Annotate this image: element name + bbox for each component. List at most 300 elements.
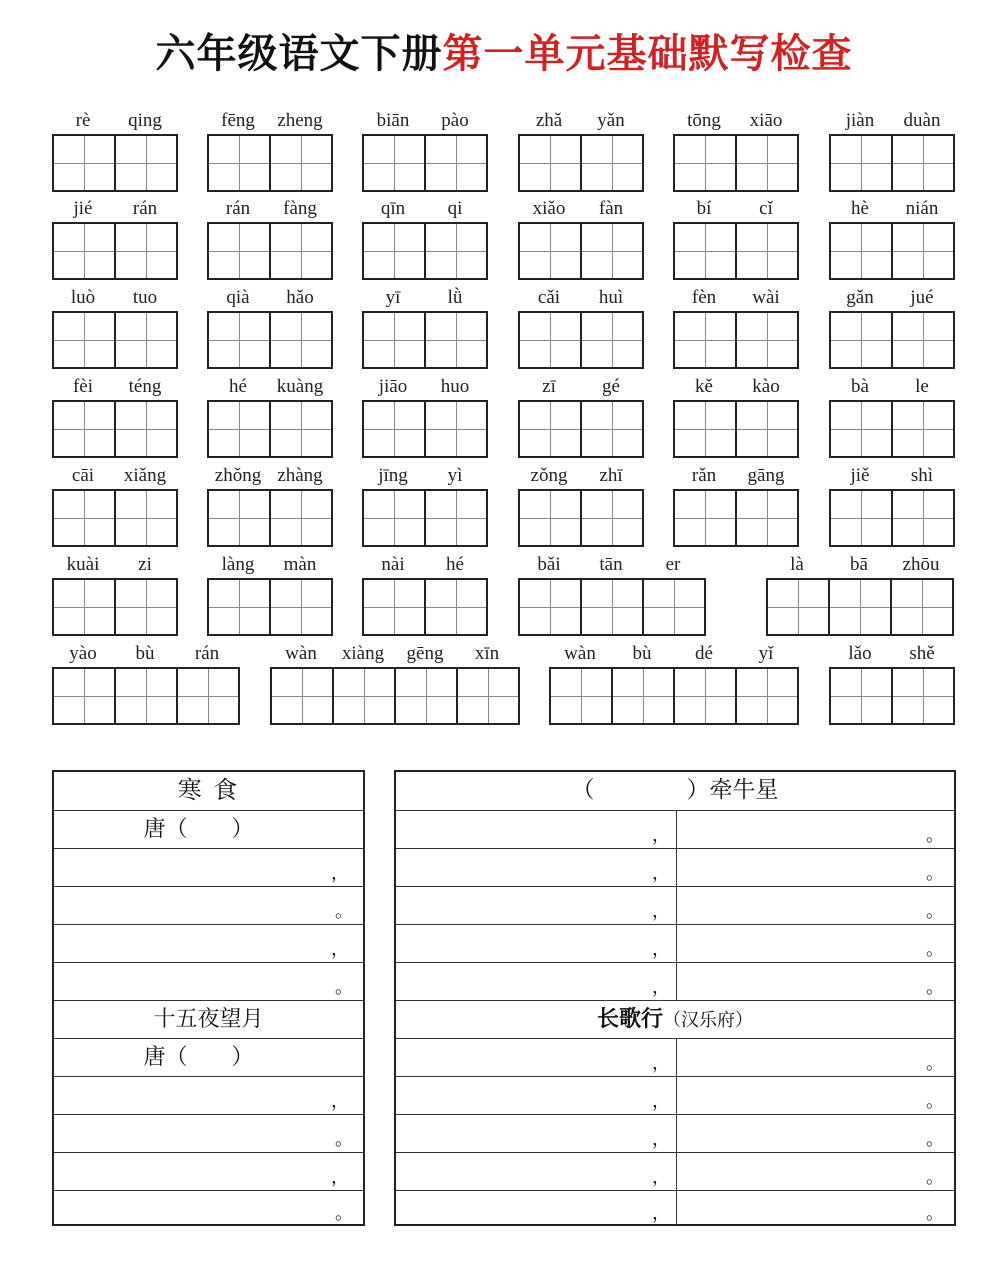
tianzige-boxes — [52, 489, 178, 547]
pinyin-syllable: jiě — [850, 465, 870, 486]
writing-cell[interactable] — [52, 134, 116, 192]
pinyin-line — [362, 108, 488, 134]
pinyin-syllable: qià — [226, 287, 250, 308]
tianzige-boxes — [207, 311, 333, 369]
writing-cell[interactable] — [829, 667, 893, 725]
pinyin-line — [549, 641, 803, 667]
pinyin-syllable: rán — [132, 198, 158, 219]
pinyin-syllable: hè — [851, 198, 869, 219]
row-divider — [676, 1115, 677, 1152]
poem-line-row[interactable] — [396, 810, 954, 848]
writing-cell[interactable] — [176, 667, 240, 725]
poem-line-row[interactable] — [396, 848, 954, 886]
writing-cell[interactable] — [891, 311, 955, 369]
tianzige-boxes — [362, 311, 488, 369]
writing-cell[interactable] — [891, 400, 955, 458]
pinyin-word — [52, 641, 242, 727]
page-title — [0, 28, 1008, 80]
writing-cell[interactable] — [114, 134, 178, 192]
tianzige-boxes — [207, 222, 333, 280]
pinyin-syllable: yì — [447, 465, 463, 486]
tianzige-boxes — [362, 222, 488, 280]
poem-line-row[interactable] — [396, 1152, 954, 1190]
poem-title-row — [396, 772, 954, 810]
pinyin-line — [673, 285, 799, 311]
writing-cell[interactable] — [114, 400, 178, 458]
pinyin-syllable: jié — [73, 198, 93, 219]
pinyin-word — [52, 108, 178, 194]
tianzige-boxes — [829, 400, 955, 458]
writing-cell[interactable] — [735, 311, 799, 369]
comma-mark: ， — [652, 1091, 670, 1112]
pinyin-line — [829, 463, 955, 489]
pinyin-line — [673, 108, 799, 134]
pinyin-syllable: tuo — [132, 287, 158, 308]
poem-table-left — [52, 770, 365, 1226]
period-mark: 。 — [926, 977, 944, 998]
comma-mark: ， — [331, 1091, 349, 1112]
writing-cell[interactable] — [829, 489, 893, 547]
pinyin-syllable: bù — [632, 643, 652, 664]
writing-cell[interactable] — [673, 400, 737, 458]
pinyin-syllable: tōng — [687, 110, 721, 131]
writing-cell[interactable] — [829, 222, 893, 280]
pinyin-syllable: xīn — [474, 643, 500, 664]
pinyin-syllable: xiǎo — [532, 198, 566, 219]
writing-cell[interactable] — [394, 667, 458, 725]
pinyin-line — [829, 285, 955, 311]
period-mark: 。 — [926, 1167, 944, 1188]
poem-title-changge — [396, 1001, 954, 1039]
tianzige-boxes — [518, 578, 706, 636]
pinyin-word — [766, 552, 956, 638]
pinyin-line — [362, 463, 488, 489]
pinyin-syllable: luò — [70, 287, 96, 308]
writing-cell[interactable] — [52, 311, 116, 369]
writing-cell[interactable] — [269, 134, 333, 192]
tianzige-boxes — [52, 578, 178, 636]
pinyin-syllable: bà — [851, 376, 869, 397]
pinyin-word — [207, 374, 333, 460]
pinyin-line — [829, 641, 955, 667]
poem-title-row — [396, 1000, 954, 1038]
pinyin-word — [52, 196, 178, 282]
writing-cell[interactable] — [673, 667, 737, 725]
writing-cell[interactable] — [518, 489, 582, 547]
pinyin-syllable: zhī — [599, 465, 623, 486]
pinyin-word — [518, 463, 644, 549]
writing-cell[interactable] — [269, 578, 333, 636]
pinyin-line — [766, 552, 956, 578]
writing-cell[interactable] — [424, 222, 488, 280]
pinyin-syllable: rǎn — [691, 465, 717, 486]
writing-cell[interactable] — [424, 134, 488, 192]
poem-line-row[interactable] — [54, 1114, 363, 1152]
pinyin-syllable: duàn — [903, 110, 941, 131]
writing-cell[interactable] — [52, 222, 116, 280]
pinyin-syllable: pào — [441, 110, 469, 131]
pinyin-word — [829, 641, 955, 727]
title-red: 第一单元基础默写检查 — [442, 31, 853, 77]
pinyin-line — [362, 552, 488, 578]
pinyin-word — [362, 108, 488, 194]
poem-line-row[interactable] — [396, 1076, 954, 1114]
tianzige-boxes — [829, 311, 955, 369]
writing-cell[interactable] — [270, 667, 334, 725]
tianzige-boxes — [829, 222, 955, 280]
pinyin-line — [829, 108, 955, 134]
writing-cell[interactable] — [362, 222, 426, 280]
pinyin-syllable: fàn — [598, 198, 624, 219]
pinyin-line — [518, 196, 644, 222]
tianzige-boxes — [52, 134, 178, 192]
poem-author-row[interactable] — [54, 810, 363, 848]
tianzige-boxes — [518, 489, 644, 547]
pinyin-word — [829, 374, 955, 460]
writing-cell[interactable] — [580, 311, 644, 369]
writing-cell[interactable] — [269, 400, 333, 458]
writing-cell[interactable] — [580, 222, 644, 280]
pinyin-word — [829, 463, 955, 549]
writing-cell[interactable] — [424, 489, 488, 547]
pinyin-word — [673, 196, 799, 282]
writing-cell[interactable] — [362, 311, 426, 369]
writing-cell[interactable] — [518, 222, 582, 280]
poem-line-row[interactable] — [396, 1114, 954, 1152]
comma-mark: ， — [652, 863, 670, 884]
poem-title-hanshi: 寒 食 — [177, 776, 240, 804]
pinyin-line — [207, 108, 333, 134]
writing-cell[interactable] — [735, 489, 799, 547]
comma-mark: ， — [652, 1129, 670, 1150]
pinyin-syllable: wàn — [564, 643, 596, 664]
row-divider — [676, 887, 677, 924]
tianzige-boxes — [673, 134, 799, 192]
writing-cell[interactable] — [766, 578, 830, 636]
pinyin-syllable: bā — [850, 554, 868, 575]
pinyin-syllable: jīng — [378, 465, 408, 486]
pinyin-syllable: bǎi — [537, 554, 561, 575]
writing-cell[interactable] — [456, 667, 520, 725]
pinyin-syllable: shě — [909, 643, 935, 664]
writing-cell[interactable] — [673, 311, 737, 369]
pinyin-syllable: wài — [752, 287, 780, 308]
writing-cell[interactable] — [518, 400, 582, 458]
pinyin-syllable: dé — [695, 643, 713, 664]
tianzige-boxes — [362, 489, 488, 547]
pinyin-word — [362, 374, 488, 460]
writing-cell[interactable] — [580, 400, 644, 458]
poem-line-row[interactable] — [396, 886, 954, 924]
pinyin-syllable: kě — [695, 376, 713, 397]
poem-line-row[interactable] — [54, 962, 363, 1000]
poem-author-row[interactable] — [54, 1038, 363, 1076]
writing-cell[interactable] — [207, 578, 271, 636]
pinyin-word — [362, 552, 488, 638]
pinyin-line — [52, 285, 178, 311]
poem-line-row[interactable] — [396, 962, 954, 1000]
pinyin-word — [52, 552, 178, 638]
writing-cell[interactable] — [735, 134, 799, 192]
writing-cell[interactable] — [891, 489, 955, 547]
poem-title-row — [54, 772, 363, 810]
tianzige-boxes — [829, 667, 955, 725]
tianzige-boxes — [518, 400, 644, 458]
pinyin-line — [518, 374, 644, 400]
writing-cell[interactable] — [114, 578, 178, 636]
pinyin-word — [270, 641, 524, 727]
comma-mark: ， — [331, 939, 349, 960]
writing-cell[interactable] — [673, 222, 737, 280]
writing-cell[interactable] — [362, 489, 426, 547]
poem-line-row[interactable] — [54, 924, 363, 962]
pinyin-word — [518, 374, 644, 460]
comma-mark: ， — [652, 1203, 670, 1224]
writing-cell[interactable] — [642, 578, 706, 636]
tianzige-boxes — [518, 222, 644, 280]
writing-cell[interactable] — [362, 578, 426, 636]
period-mark: 。 — [926, 825, 944, 846]
writing-cell[interactable] — [207, 134, 271, 192]
pinyin-syllable: zhǎ — [535, 110, 563, 131]
writing-cell[interactable] — [891, 134, 955, 192]
pinyin-line — [52, 108, 178, 134]
period-mark: 。 — [926, 939, 944, 960]
tianzige-boxes — [673, 489, 799, 547]
pinyin-syllable: le — [915, 376, 929, 397]
writing-cell[interactable] — [332, 667, 396, 725]
pinyin-syllable: huì — [598, 287, 624, 308]
pinyin-syllable: xiàng — [341, 643, 385, 664]
writing-cell[interactable] — [362, 400, 426, 458]
row-divider — [676, 1191, 677, 1226]
writing-cell[interactable] — [518, 578, 582, 636]
pinyin-line — [829, 196, 955, 222]
writing-cell[interactable] — [611, 667, 675, 725]
writing-cell[interactable] — [673, 489, 737, 547]
poem-line-row[interactable] — [396, 1190, 954, 1226]
writing-cell[interactable] — [114, 667, 178, 725]
poem-line-row[interactable] — [54, 886, 363, 924]
poem-line-row[interactable] — [54, 848, 363, 886]
tianzige-boxes — [207, 400, 333, 458]
poem-title-changge-text: 长歌行 — [596, 1007, 663, 1032]
poem-table-right — [394, 770, 956, 1226]
pinyin-syllable: zhōu — [902, 554, 940, 575]
tianzige-boxes — [766, 578, 954, 636]
writing-cell[interactable] — [580, 134, 644, 192]
comma-mark: ， — [331, 1167, 349, 1188]
writing-cell[interactable] — [52, 400, 116, 458]
pinyin-syllable: rán — [194, 643, 220, 664]
pinyin-syllable: rán — [225, 198, 251, 219]
pinyin-word — [52, 374, 178, 460]
tianzige-boxes — [673, 222, 799, 280]
poem-line-row[interactable] — [54, 1190, 363, 1226]
pinyin-syllable: yǐ — [758, 643, 774, 664]
pinyin-word — [673, 285, 799, 371]
pinyin-syllable: yǎn — [597, 110, 625, 131]
pinyin-syllable: là — [790, 554, 804, 575]
pinyin-line — [207, 552, 333, 578]
pinyin-syllable: xiǎng — [123, 465, 167, 486]
writing-cell[interactable] — [114, 489, 178, 547]
pinyin-syllable: zǒng — [530, 465, 568, 486]
pinyin-word — [673, 374, 799, 460]
title-black: 六年级语文下册 — [155, 31, 443, 77]
tianzige-boxes — [362, 134, 488, 192]
writing-cell[interactable] — [891, 667, 955, 725]
comma-mark: ， — [652, 1053, 670, 1074]
pinyin-syllable: shì — [910, 465, 934, 486]
poem-line-row[interactable] — [396, 924, 954, 962]
comma-mark: ， — [652, 977, 670, 998]
pinyin-syllable: jiāo — [378, 376, 408, 397]
pinyin-syllable: fēng — [221, 110, 255, 131]
period-mark: 。 — [335, 901, 353, 922]
pinyin-line — [52, 196, 178, 222]
pinyin-syllable: hǎo — [286, 287, 314, 308]
pinyin-syllable: màn — [283, 554, 317, 575]
pinyin-syllable: fèi — [72, 376, 94, 397]
pinyin-line — [673, 374, 799, 400]
period-mark: 。 — [335, 977, 353, 998]
pinyin-line — [518, 463, 644, 489]
writing-cell[interactable] — [518, 311, 582, 369]
writing-cell[interactable] — [829, 400, 893, 458]
poem-author-shiwu: 唐（ ） — [143, 1045, 254, 1070]
pinyin-word — [518, 552, 708, 638]
pinyin-line — [518, 552, 708, 578]
writing-cell[interactable] — [549, 667, 613, 725]
pinyin-syllable: nài — [381, 554, 405, 575]
pinyin-word — [518, 285, 644, 371]
pinyin-syllable: zhàng — [277, 465, 323, 486]
writing-cell[interactable] — [114, 222, 178, 280]
period-mark: 。 — [926, 863, 944, 884]
comma-mark: ， — [652, 825, 670, 846]
writing-cell[interactable] — [114, 311, 178, 369]
period-mark: 。 — [926, 901, 944, 922]
pinyin-line — [207, 374, 333, 400]
pinyin-syllable: kuàng — [276, 376, 324, 397]
pinyin-syllable: wàn — [285, 643, 317, 664]
tianzige-boxes — [518, 311, 644, 369]
writing-cell[interactable] — [518, 134, 582, 192]
writing-cell[interactable] — [580, 578, 644, 636]
pinyin-syllable: fèn — [691, 287, 717, 308]
pinyin-word — [518, 196, 644, 282]
tianzige-boxes — [362, 400, 488, 458]
writing-cell[interactable] — [269, 489, 333, 547]
writing-cell[interactable] — [891, 222, 955, 280]
pinyin-word — [829, 108, 955, 194]
pinyin-word — [518, 108, 644, 194]
writing-cell[interactable] — [269, 311, 333, 369]
pinyin-syllable: gé — [602, 376, 620, 397]
writing-cell[interactable] — [207, 222, 271, 280]
poem-title-row — [54, 1000, 363, 1038]
pinyin-word — [362, 285, 488, 371]
writing-cell[interactable] — [735, 667, 799, 725]
tianzige-boxes — [52, 400, 178, 458]
pinyin-word — [549, 641, 803, 727]
pinyin-word — [207, 108, 333, 194]
pinyin-line — [829, 374, 955, 400]
writing-cell[interactable] — [207, 400, 271, 458]
period-mark: 。 — [335, 1203, 353, 1224]
pinyin-line — [207, 196, 333, 222]
pinyin-syllable: nián — [905, 198, 939, 219]
writing-cell[interactable] — [735, 400, 799, 458]
writing-cell[interactable] — [673, 134, 737, 192]
pinyin-line — [362, 285, 488, 311]
poem-line-row[interactable] — [54, 1076, 363, 1114]
pinyin-line — [518, 108, 644, 134]
pinyin-syllable: rè — [75, 110, 91, 131]
tianzige-boxes — [207, 578, 333, 636]
writing-cell[interactable] — [269, 222, 333, 280]
writing-cell[interactable] — [580, 489, 644, 547]
pinyin-line — [52, 641, 242, 667]
writing-cell[interactable] — [52, 667, 116, 725]
pinyin-syllable: gǎn — [846, 287, 874, 308]
poem-line-row[interactable] — [54, 1152, 363, 1190]
tianzige-boxes — [362, 578, 488, 636]
pinyin-syllable: téng — [128, 376, 162, 397]
pinyin-syllable: biān — [376, 110, 410, 131]
pinyin-line — [518, 285, 644, 311]
pinyin-syllable: xiāo — [749, 110, 783, 131]
writing-cell[interactable] — [52, 489, 116, 547]
pinyin-syllable: er — [665, 554, 681, 575]
writing-cell[interactable] — [52, 578, 116, 636]
writing-cell[interactable] — [424, 578, 488, 636]
writing-cell[interactable] — [828, 578, 892, 636]
row-divider — [676, 1077, 677, 1114]
writing-cell[interactable] — [829, 311, 893, 369]
writing-cell[interactable] — [829, 134, 893, 192]
poem-line-row[interactable] — [396, 1038, 954, 1076]
period-mark: 。 — [926, 1129, 944, 1150]
period-mark: 。 — [335, 1129, 353, 1150]
writing-cell[interactable] — [424, 311, 488, 369]
pinyin-syllable: bí — [696, 198, 712, 219]
writing-cell[interactable] — [207, 489, 271, 547]
writing-cell[interactable] — [207, 311, 271, 369]
pinyin-syllable: gāng — [747, 465, 785, 486]
pinyin-word — [207, 285, 333, 371]
writing-cell[interactable] — [735, 222, 799, 280]
tianzige-boxes — [207, 489, 333, 547]
pinyin-line — [52, 463, 178, 489]
poem-source-changge: （汉乐府） — [663, 1010, 753, 1031]
pinyin-syllable: hé — [446, 554, 464, 575]
pinyin-word — [207, 463, 333, 549]
writing-cell[interactable] — [362, 134, 426, 192]
poem-author-hanshi: 唐（ ） — [143, 817, 254, 842]
pinyin-syllable: zī — [542, 376, 556, 397]
tianzige-boxes — [673, 400, 799, 458]
pinyin-word — [52, 463, 178, 549]
writing-cell[interactable] — [424, 400, 488, 458]
pinyin-word — [673, 108, 799, 194]
pinyin-syllable: lǜ — [447, 287, 463, 308]
pinyin-line — [52, 552, 178, 578]
comma-mark: ， — [652, 939, 670, 960]
pinyin-line — [673, 196, 799, 222]
writing-cell[interactable] — [890, 578, 954, 636]
